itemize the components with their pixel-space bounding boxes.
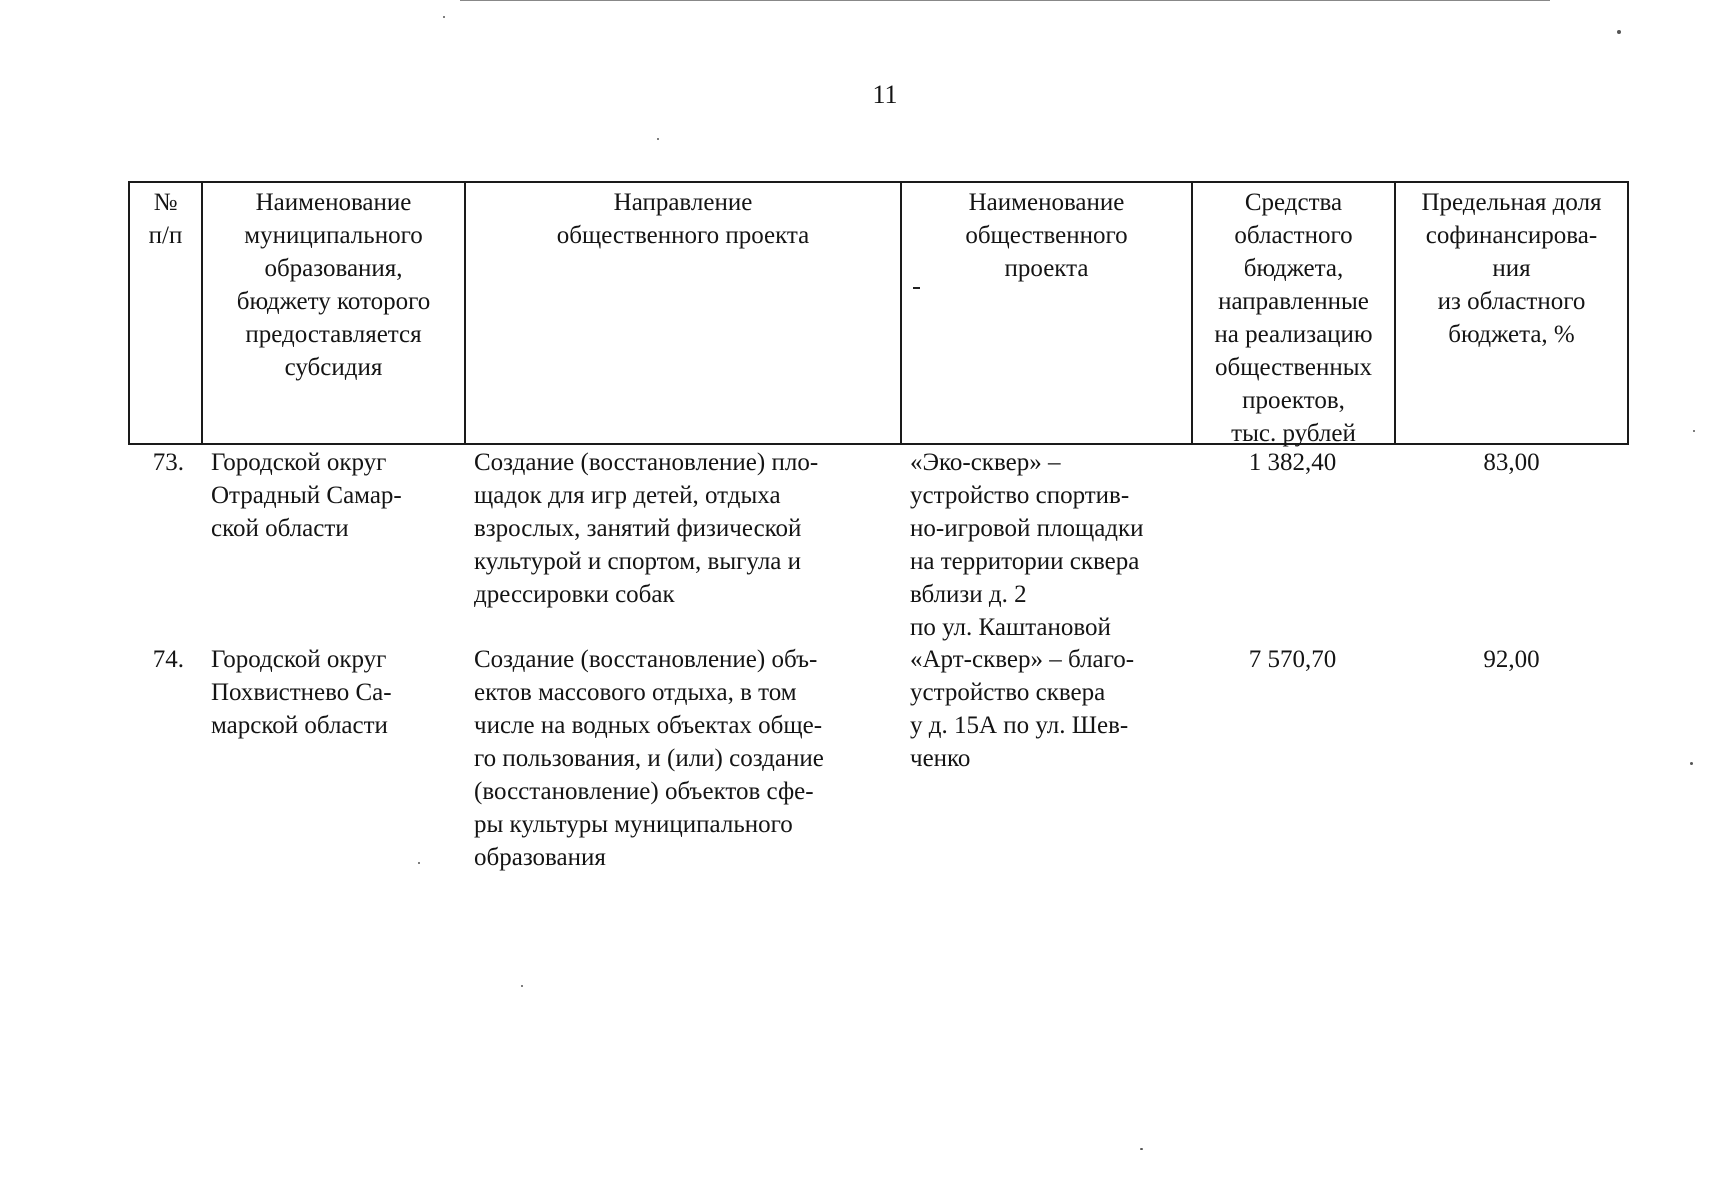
scan-speck — [418, 862, 420, 864]
row-funds: 1 382,40 — [1248, 449, 1337, 476]
row-direction: Создание (восстановление) пло- щадок для игр детей, отдыха взрослых, занятий физической культурой и спортом, выгула и дрессировки собак — [474, 449, 819, 608]
row-direction: Создание (восстановление) объ- ектов массового отдыха, в том числе на водных объектах обще- го пользования, и (или) создание (восстановление) объектов сфе- ры культуры муниципального образования — [474, 646, 824, 871]
row-municipality: Городской округ Отрадный Самар- ской области — [211, 449, 402, 542]
row-share: 83,00 — [1483, 449, 1540, 476]
row-number: 73. — [152, 449, 184, 476]
scan-speck — [1617, 30, 1621, 34]
row-municipality: Городской округ Похвистнево Са- марской области — [211, 646, 392, 739]
scan-speck — [1693, 430, 1695, 432]
header-project: Наименование общественного проекта — [902, 183, 1193, 443]
row-project: «Арт-сквер» – благо- устройство сквера у д. 15А по ул. Шев- ченко — [910, 646, 1135, 772]
header-municipality: Наименование муниципального образования, бюджету которого предоставляется субсидия — [203, 183, 466, 443]
page-number: 11 — [872, 80, 898, 109]
row-funds: 7 570,70 — [1248, 646, 1337, 673]
header-number: № п/п — [130, 183, 203, 443]
row-number: 74. — [152, 646, 184, 673]
scan-speck — [1690, 762, 1693, 765]
header-funds: Средства областного бюджета, направленные на реализацию общественных проектов, тыс. рублей — [1193, 183, 1396, 443]
header-direction: Направление общественного проекта — [466, 183, 902, 443]
table-header — [128, 181, 1629, 445]
scan-speck — [521, 985, 523, 987]
scan-speck — [657, 138, 659, 140]
row-share: 92,00 — [1483, 646, 1540, 673]
row-project: «Эко-сквер» – устройство спортив- но-игровой площадки на территории сквера вблизи д. 2 по ул. Каштановой — [910, 449, 1144, 641]
scan-top-edge — [460, 0, 1550, 1]
header-share: Предельная доля софинансирова- ния из областного бюджета, % — [1421, 189, 1602, 348]
scan-speck — [443, 16, 445, 18]
scan-speck — [1140, 1148, 1143, 1150]
stray-dash-mark — [913, 287, 920, 289]
